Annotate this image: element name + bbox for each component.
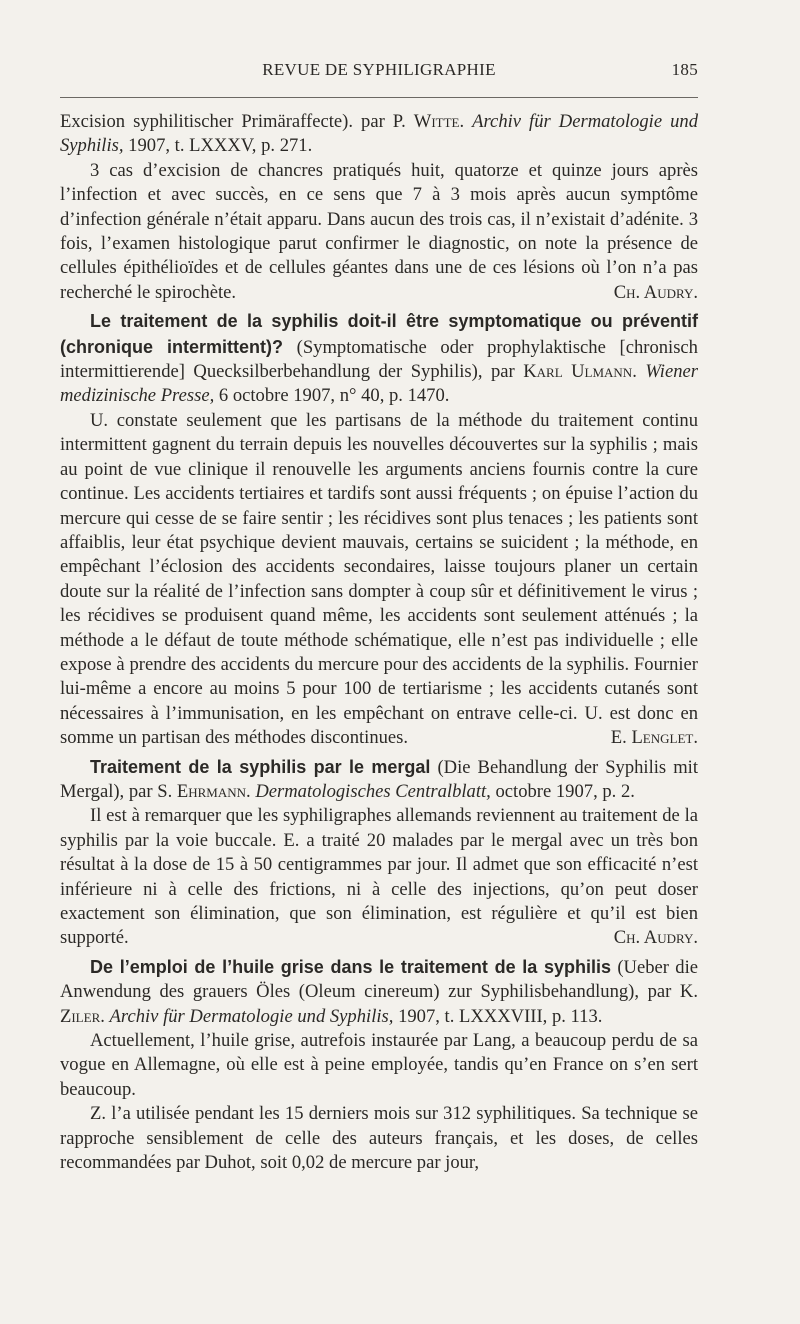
article1-author: Witte [413,111,460,132]
running-title: REVUE DE SYPHILIGRAPHIE [262,60,496,79]
article2-body: U. constate seulement que les partisans de la méthode du traitement continu intermittent gagnent du terrain depuis les nouvelles découvertes sur la syphilis ; mais au point de vue clinique il renouvelle les arguments anciens fournis contre la cure continue. Les accidents tertiaires et tardifs sont aussi fréquents ; on épuise l’action du mercure qui cesse de se faire sentir ; les récidives sont plus tenaces ; les patients sont affaiblis, leur état psychique devient mauvais, certains se suicident ; la méthode, en empêchant l’éclosion des accidents secondaires, laisse toujours planer un certain doute sur la réalité de l’infection sans dompter à coup sûr et définitivement le virus ; les récidives se produisent quand même, les accidents sont seulement atténués ; la méthode a le défaut de toute méthode schématique, elle n’est pas individuelle ; elle expose à prendre des accidents du mercure pour des accidents de la syphilis. Fournier lui-même a encore au moins 5 pour 100 de tertiarisme ; les accidents cutanés sont nécessaires à l’immunisation, en les empêchant on entrave celle-ci. U. est donc en somme un partisan des méthodes discontinues. E. Lenglet. [60,409,698,751]
article4-journal: Archiv für Dermatologie und Syphilis, [109,1005,394,1027]
article3-entry: Traitement de la syphilis par le mergal (Die Behandlung der Syphilis mit Mergal), par S. Ehrmann. Dermatologisches Centralblatt, octobre 1907, p. 2. [60,756,698,802]
article1-body: 3 cas d’excision de chancres pratiqués huit, quatorze et quinze jours après l’infection et avec succès, en ce sens que 7 à 3 mois après aucun symptôme d’infection générale n’était apparu. Dans aucun des trois cas, il n’existait d’adénite. 3 fois, l’examen histologique parut confirmer le diagnostic, on note la présence de cellules épithélioïdes et de cellules géantes dans une de ces lésions où l’on n’a pas recherché le spirochète. Ch. Audry. [60,159,698,305]
article1-citation: Excision syphilitischer Primäraffecte). par P. Witte. Archiv für Dermatologie und Syphilis, 1907, t. LXXXV, p. 271. [60,111,698,157]
header-rule [60,97,698,98]
article3-journal: Dermatologisches Centralblatt, [255,780,491,802]
article2-entry: Le traitement de la syphilis doit-il être symptomatique ou préventif (chronique intermittent)? (Symptomatische oder prophylaktische [chronisch intermittierende] Quecksilberbehandlung der Syphilis), par Karl Ulmann. Wiener medizinische Presse, 6 octobre 1907, n° 40, p. 1470. [60,311,698,407]
article1-signature: Ch. Audry. [613,281,698,303]
running-header [60,60,698,86]
article1-journal: Archiv für Dermatologie und Syphilis, [60,111,698,157]
article2-author: Karl Ulmann [523,361,633,383]
article4-author: Ziler [60,1005,101,1027]
article2-heading: Le traitement de la syphilis doit-il être symptomatique ou préventif (chronique intermittent)? [60,311,698,357]
article3-signature: Ch. Audry. [613,927,698,949]
article3-body: Il est à remarquer que les syphiligraphes allemands reviennent au traitement de la syphilis par la voie buccale. E. a traité 20 malades par le mergal avec un très bon résultat à la dose de 15 à 50 centigrammes par jour. Il admet que son efficacité n’est inférieure ni à celle des frictions, ni à celle des injections, qu’on peut doser exactement son élimination, que son élimination, est régulière et qu’il est bien supporté. Ch. Audry. [60,804,698,950]
article4-body-paragraph-1: Actuellement, l’huile grise, autrefois instaurée par Lang, a beaucoup perdu de sa vogue en Allemagne, où elle est à peine employée, tandis qu’en France on s’en sert beaucoup. [60,1030,698,1100]
article3-author: Ehrmann [176,780,247,802]
article4-body-paragraph-2: Z. l’a utilisée pendant les 15 derniers mois sur 312 syphilitiques. Sa technique se rapproche sensiblement de celle des auteurs français, et les doses, de celles recommandées par Duhot, soit 0,02 de mercure par jour, [60,1103,698,1174]
article4-heading: De l’emploi de l’huile grise dans le traitement de la syphilis [90,956,611,977]
page-body [60,110,698,1175]
page-number: 185 [671,60,698,79]
article2-journal: Wiener medizinische Presse, [60,361,698,407]
article3-heading: Traitement de la syphilis par le mergal [90,756,431,777]
article2-signature: E. Lenglet. [610,727,698,749]
article4-entry: De l’emploi de l’huile grise dans le traitement de la syphilis (Ueber die Anwendung des grauers Öles (Oleum cinereum) zur Syphilisbehandlung), par K. Ziler. Archiv für Dermatologie und Syphilis, 1907, t. LXXXVIII, p. 113. [60,956,698,1027]
